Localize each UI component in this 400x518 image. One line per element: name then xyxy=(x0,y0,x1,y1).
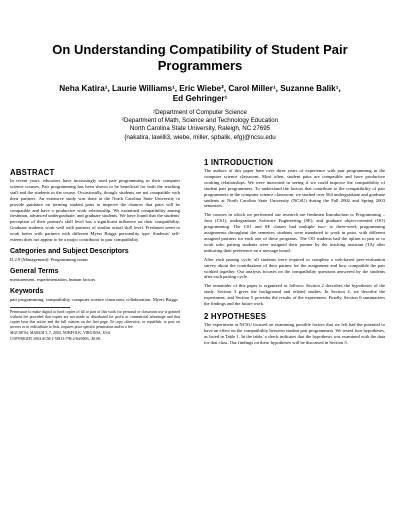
hypotheses-heading: 2 HYPOTHESES xyxy=(204,311,267,321)
permission-notice: Permission to make digital or hard copies of all or part of this work for personal or classroom use is granted without fee provided that copies are not made or distributed for profit or commercial advantage and that copies bear this notice and the full citation on the first page. To copy otherwise, or republish, to post on servers or to redistribute to lists, requires prior specific permission and/or a fee. xyxy=(10,309,180,329)
abstract-text: In recent years, educators have increasingly used pair programming in their computer science courses. Pair programming has been shown to be beneficial for both the teaching staff and the students in the course. Occasionally, though, students are not compatible with their partners. An extensive study was done at the North Carolina State University to provide guidance on forming student pairs to improve the chances that pairs will be compatible and have a productive work relationship. We examined compatibility among freshman, advanced undergraduate, and graduate students. We have found that the students' perception of their partner's skill level has a significant influence on their compatibility. Graduate students work well with partners of similar actual skill level. Freshmen seem to work better with partners with different Myers Briggs personality type. Students' self-esteem does not appear to be a major contributor to pair compatibility. xyxy=(10,178,180,243)
affiliation-line: North Carolina State University, Raleigh, NC 27695 xyxy=(129,125,271,133)
abstract-heading: ABSTRACT xyxy=(10,168,55,177)
author-emails: {nakatira, lawilli3, wiebe, miller, spbalik, efg}@ncsu.edu xyxy=(124,133,276,141)
categories-text: D.2.9 [Management]: Programming teams xyxy=(10,256,88,262)
introduction-paragraph: The authors of this paper have over three years of experience with pair programming in the computer science classroom. Most often, student pairs are compatible and have productive working relationships. We were interested in seeing if we could improve the compatibility of student pair programmers. To understand the factors that contribute to the compatibility of pair programmers in the computer science classroom, we studied over 564 undergraduate and graduate students at North Carolina State University (NCSU) during the Fall 2002 and Spring 2003 semesters. xyxy=(204,168,385,209)
paper-title xyxy=(20,42,380,74)
keywords-heading: Keywords xyxy=(10,287,44,295)
right-column xyxy=(204,158,385,349)
author-list xyxy=(20,84,380,104)
affiliation-line: ²Department of Math, Science and Technology Education xyxy=(121,117,279,125)
title-line: On Understanding Compatibility of Student Pair xyxy=(52,42,348,57)
introduction-paragraph: The courses in which we performed our research are freshmen Introduction to Programming – Java (CS1), undergraduate Software Engineering (SE), and graduate object-oriented (OO) programming. The CS1 and SE classes had multiple two- to three-week programming assignments throughout the semester; students were mandated to work in pairs, with different assigned partners for each one of these programs. The OO students had the option to pair or to work solo; pairing students were assigned their partner by the teaching assistant (TA) after indicating their preference on a message board. xyxy=(204,212,385,253)
conference-notice: SIGCSE'04, MARCH 3–7, 2004, NORFOLK, VIRGINIA, USA. xyxy=(10,330,112,335)
footnote-divider xyxy=(10,307,70,308)
authors-line: Neha Katira¹, Laurie Williams¹, Eric Wiebe², Carol Miller¹, Suzanne Balik¹, xyxy=(59,84,341,93)
left-column xyxy=(10,158,180,343)
hypotheses-paragraph: The experiment at NCSU focused on examining possible factors that we felt had the potential to have an effect on the compatibility between student pair programmers. We tested four hypotheses, as listed in Table 1. In the table, a check indicates that the hypothesis was examined with the data for that class. Our findings on these hypotheses will be discussed in Section 5. xyxy=(204,321,385,345)
introduction-paragraph: After each pairing cycle, all students were required to complete a web-based peer-evaluation survey about the contributions of their partner for the assignment and how compatible the pair worked together. Our analysis focuses on the compatibility questions answered by the students after each pairing cycle. xyxy=(204,256,385,280)
authors-line: Ed Gehringer¹ xyxy=(172,94,228,103)
affiliations xyxy=(20,109,380,142)
general-terms-heading: General Terms xyxy=(10,267,59,275)
categories-heading: Categories and Subject Descriptors xyxy=(10,247,129,255)
introduction-paragraph: The remainder of this paper is organized as follows: Section 2 describes the hypotheses of the study. Section 3 gives the background and related studies. In Section 4, we describe the experiment, and Section 5 provides the results of the experiment. Finally, Section 6 summarizes the findings and the future work. xyxy=(204,283,385,307)
title-line: Programmers xyxy=(157,58,243,73)
general-terms-text: measurement, experimentation, human factors xyxy=(10,276,96,282)
copyright-notice: COPYRIGHT 2004 ACM 1-58113-798-2/04/0003...$5.00. xyxy=(10,336,102,341)
introduction-heading: 1 INTRODUCTION xyxy=(204,158,274,167)
keywords-text: pair programming, compatibility, computer science classroom, collaboration, Myers Briggs xyxy=(10,296,178,302)
affiliation-line: ¹Department of Computer Science xyxy=(153,109,247,116)
